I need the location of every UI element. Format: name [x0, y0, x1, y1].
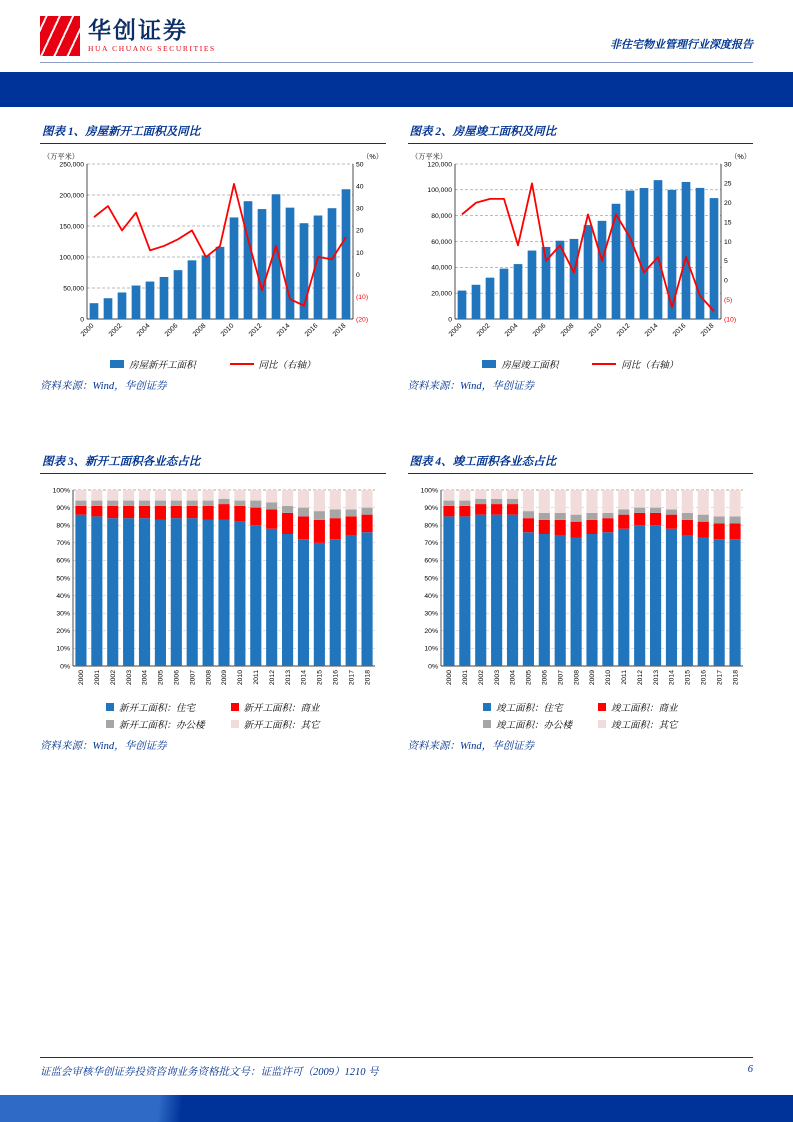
svg-text:0: 0	[356, 272, 360, 280]
svg-text:2017: 2017	[348, 670, 356, 686]
svg-text:20%: 20%	[56, 628, 70, 636]
legend-label: 新开工面积：住宅	[118, 704, 195, 714]
report-title: 非住宅物业管理行业深度报告	[610, 39, 753, 51]
svg-text:2013: 2013	[652, 670, 660, 686]
svg-text:2006: 2006	[163, 322, 180, 339]
svg-text:2004: 2004	[141, 670, 149, 686]
legend-color-swatch	[106, 703, 114, 711]
legend-item	[110, 357, 196, 371]
legend-label: 竣工面积：办公楼	[495, 721, 572, 731]
legend-label: 新开工面积：商业	[243, 704, 320, 714]
chart-1-legend	[40, 357, 386, 371]
charts-grid	[40, 121, 753, 753]
legend-item	[592, 357, 678, 371]
svg-text:2016: 2016	[671, 322, 687, 339]
legend-item	[598, 717, 678, 731]
svg-text:2014: 2014	[300, 670, 308, 686]
svg-text:2002: 2002	[109, 670, 117, 686]
svg-text:2006: 2006	[173, 670, 181, 686]
chart-3-canvas	[40, 480, 385, 698]
svg-text:2018: 2018	[331, 322, 348, 339]
chart-block-4	[408, 451, 754, 753]
svg-text:100,000: 100,000	[59, 254, 84, 262]
legend-label: 竣工面积：住宅	[495, 704, 563, 714]
svg-text:2018: 2018	[364, 670, 372, 686]
svg-text:2018: 2018	[699, 322, 715, 339]
page-number: 6	[747, 1064, 753, 1075]
svg-text:2009: 2009	[221, 670, 229, 686]
svg-text:80,000: 80,000	[430, 212, 452, 220]
svg-text:15: 15	[723, 219, 732, 227]
svg-text:20,000: 20,000	[430, 290, 452, 298]
legend-label: 新开工面积：办公楼	[118, 721, 205, 731]
svg-text:2007: 2007	[556, 670, 564, 686]
svg-text:2001: 2001	[94, 670, 102, 686]
svg-text:2014: 2014	[275, 322, 292, 339]
chart-title: 图表 4、竣工面积各业态占比	[408, 451, 754, 474]
svg-text:2012: 2012	[268, 670, 276, 686]
svg-text:2004: 2004	[503, 322, 519, 339]
svg-text:2001: 2001	[461, 670, 469, 686]
svg-text:2000: 2000	[447, 322, 463, 339]
chart-2-legend	[408, 357, 754, 371]
svg-text:40%: 40%	[423, 592, 438, 600]
svg-text:20: 20	[356, 227, 364, 235]
svg-text:50: 50	[356, 161, 364, 169]
svg-text:40,000: 40,000	[430, 264, 452, 272]
section-band	[0, 72, 793, 107]
svg-text:0: 0	[80, 316, 84, 324]
svg-text:25: 25	[723, 180, 732, 188]
svg-text:30%: 30%	[56, 610, 70, 618]
svg-text:0: 0	[447, 316, 452, 324]
legend-label: 房屋新开工面积	[128, 361, 196, 371]
svg-text:2005: 2005	[525, 670, 533, 686]
svg-text:2008: 2008	[559, 322, 575, 339]
svg-text:(10): (10)	[356, 294, 369, 302]
svg-text:2005: 2005	[157, 670, 165, 686]
svg-text:60,000: 60,000	[430, 238, 452, 246]
svg-text:(5): (5)	[723, 296, 732, 304]
svg-text:2004: 2004	[135, 322, 152, 339]
svg-text:2015: 2015	[316, 670, 324, 686]
svg-text:2006: 2006	[531, 322, 547, 339]
legend-color-swatch	[598, 720, 606, 728]
svg-text:2010: 2010	[219, 322, 236, 339]
svg-text:100,000: 100,000	[426, 187, 452, 195]
chart-block-1	[40, 121, 386, 393]
header-divider	[40, 62, 753, 63]
chart-title: 图表 2、房屋竣工面积及同比	[408, 121, 754, 144]
svg-text:2004: 2004	[509, 670, 517, 686]
svg-text:30%: 30%	[423, 610, 438, 618]
footer-band	[0, 1095, 793, 1122]
svg-text:120,000: 120,000	[426, 161, 452, 169]
legend-label: 同比（右轴）	[621, 361, 679, 371]
bars-series	[90, 189, 351, 319]
legend-label: 竣工面积：商业	[611, 704, 678, 714]
logo-text	[88, 19, 216, 52]
legend-color-swatch	[598, 703, 606, 711]
bars-series	[457, 180, 718, 319]
svg-text:10: 10	[356, 249, 364, 257]
source-note: 资料来源：Wind，华创证券	[407, 741, 535, 752]
svg-text:80%: 80%	[423, 522, 438, 530]
svg-text:2010: 2010	[604, 670, 612, 686]
brand-name-en: HUA CHUANG SECURITIES	[88, 43, 216, 53]
legend-item	[231, 717, 320, 731]
svg-text:100%: 100%	[420, 487, 438, 495]
legend-line-swatch	[592, 363, 616, 366]
chart-1-canvas	[40, 150, 385, 355]
svg-text:2000: 2000	[445, 670, 453, 686]
svg-text:60%: 60%	[423, 557, 438, 565]
legend-item	[483, 700, 572, 714]
svg-text:10: 10	[723, 238, 732, 246]
svg-text:50%: 50%	[56, 575, 70, 583]
svg-text:2013: 2013	[284, 670, 292, 686]
chart-3-legend	[40, 700, 386, 731]
svg-text:2002: 2002	[107, 322, 124, 339]
svg-text:2012: 2012	[615, 322, 631, 339]
svg-text:40%: 40%	[56, 592, 70, 600]
legend-item	[230, 357, 316, 371]
legend-color-swatch	[231, 703, 239, 711]
legend-color-swatch	[106, 720, 114, 728]
svg-text:90%: 90%	[56, 504, 70, 512]
svg-text:70%: 70%	[56, 540, 70, 548]
svg-text:(20): (20)	[356, 316, 369, 324]
svg-text:70%: 70%	[423, 540, 438, 548]
svg-text:2011: 2011	[620, 670, 628, 685]
chart-2-canvas	[408, 150, 753, 355]
svg-text:60%: 60%	[56, 557, 70, 565]
legend-item	[106, 717, 205, 731]
chart-block-2	[408, 121, 754, 393]
svg-text:90%: 90%	[423, 504, 438, 512]
approval-text: 证监会审核华创证券投资咨询业务资格批文号：证监许可（2009）1210 号	[40, 1067, 379, 1078]
legend-label: 同比（右轴）	[258, 361, 316, 371]
legend-label: 房屋竣工面积	[501, 361, 559, 371]
svg-text:2014: 2014	[643, 322, 659, 339]
svg-text:10%: 10%	[423, 645, 438, 653]
svg-text:2018: 2018	[731, 670, 739, 686]
svg-text:2003: 2003	[125, 670, 133, 686]
svg-text:2012: 2012	[636, 670, 644, 686]
brand-name-cn: 华创证券	[88, 18, 188, 44]
svg-text:5: 5	[723, 258, 728, 266]
svg-text:50,000: 50,000	[63, 285, 84, 293]
svg-text:2008: 2008	[205, 670, 213, 686]
svg-text:2016: 2016	[699, 670, 707, 686]
svg-text:20%: 20%	[423, 628, 438, 636]
svg-text:2010: 2010	[237, 670, 245, 686]
chart-4-legend	[408, 700, 754, 731]
huachuang-logo	[40, 16, 216, 56]
svg-text:2011: 2011	[252, 670, 260, 685]
svg-text:200,000: 200,000	[59, 192, 84, 200]
legend-color-swatch	[483, 720, 491, 728]
logo-mark-icon	[40, 16, 80, 56]
svg-text:2012: 2012	[247, 322, 264, 339]
svg-text:0%: 0%	[427, 663, 438, 671]
svg-text:0: 0	[723, 277, 728, 285]
page-header	[0, 0, 793, 56]
legend-color-swatch	[231, 720, 239, 728]
svg-text:2010: 2010	[587, 322, 603, 339]
svg-text:（%）: （%）	[362, 152, 383, 161]
legend-item	[482, 357, 558, 371]
source-note: 资料来源：Wind，华创证券	[40, 741, 167, 752]
legend-color-swatch	[110, 360, 124, 368]
svg-text:250,000: 250,000	[59, 161, 84, 169]
legend-label: 竣工面积：其它	[611, 721, 678, 731]
svg-text:（%）: （%）	[729, 152, 751, 161]
svg-text:2016: 2016	[303, 322, 320, 339]
svg-text:（万平米）: （万平米）	[43, 152, 79, 161]
svg-text:2015: 2015	[684, 670, 692, 686]
svg-text:2016: 2016	[332, 670, 340, 686]
legend-line-swatch	[230, 363, 254, 366]
svg-text:2008: 2008	[191, 322, 208, 339]
svg-text:40: 40	[356, 183, 364, 191]
legend-item	[598, 700, 678, 714]
legend-item	[231, 700, 320, 714]
svg-text:2009: 2009	[588, 670, 596, 686]
legend-item	[106, 700, 205, 714]
svg-text:2007: 2007	[189, 670, 197, 686]
svg-text:30: 30	[356, 205, 364, 213]
svg-text:2000: 2000	[78, 670, 86, 686]
legend-color-swatch	[483, 703, 491, 711]
svg-text:2000: 2000	[79, 322, 96, 339]
chart-title: 图表 1、房屋新开工面积及同比	[40, 121, 386, 144]
svg-text:100%: 100%	[52, 487, 70, 495]
svg-text:2003: 2003	[493, 670, 501, 686]
svg-text:0%: 0%	[60, 663, 70, 671]
legend-color-swatch	[482, 360, 496, 368]
svg-text:150,000: 150,000	[59, 223, 84, 231]
svg-text:80%: 80%	[56, 522, 70, 530]
legend-label: 新开工面积：其它	[243, 721, 320, 731]
svg-text:2002: 2002	[477, 670, 485, 686]
page-footer	[0, 1057, 793, 1122]
svg-text:(10): (10)	[723, 316, 736, 324]
svg-text:2002: 2002	[475, 322, 491, 339]
legend-item	[483, 717, 572, 731]
svg-text:2017: 2017	[715, 670, 723, 686]
chart-block-3	[40, 451, 386, 753]
chart-4-canvas	[408, 480, 753, 698]
svg-text:20: 20	[723, 200, 732, 208]
svg-text:2008: 2008	[572, 670, 580, 686]
svg-text:2014: 2014	[668, 670, 676, 686]
source-note: 资料来源：Wind，华创证券	[40, 381, 167, 392]
source-note: 资料来源：Wind，华创证券	[407, 381, 535, 392]
chart-title: 图表 3、新开工面积各业态占比	[40, 451, 386, 474]
svg-text:10%: 10%	[56, 645, 70, 653]
svg-text:（万平米）: （万平米）	[410, 152, 447, 161]
svg-text:30: 30	[723, 161, 732, 169]
svg-text:2006: 2006	[541, 670, 549, 686]
svg-text:50%: 50%	[423, 575, 438, 583]
